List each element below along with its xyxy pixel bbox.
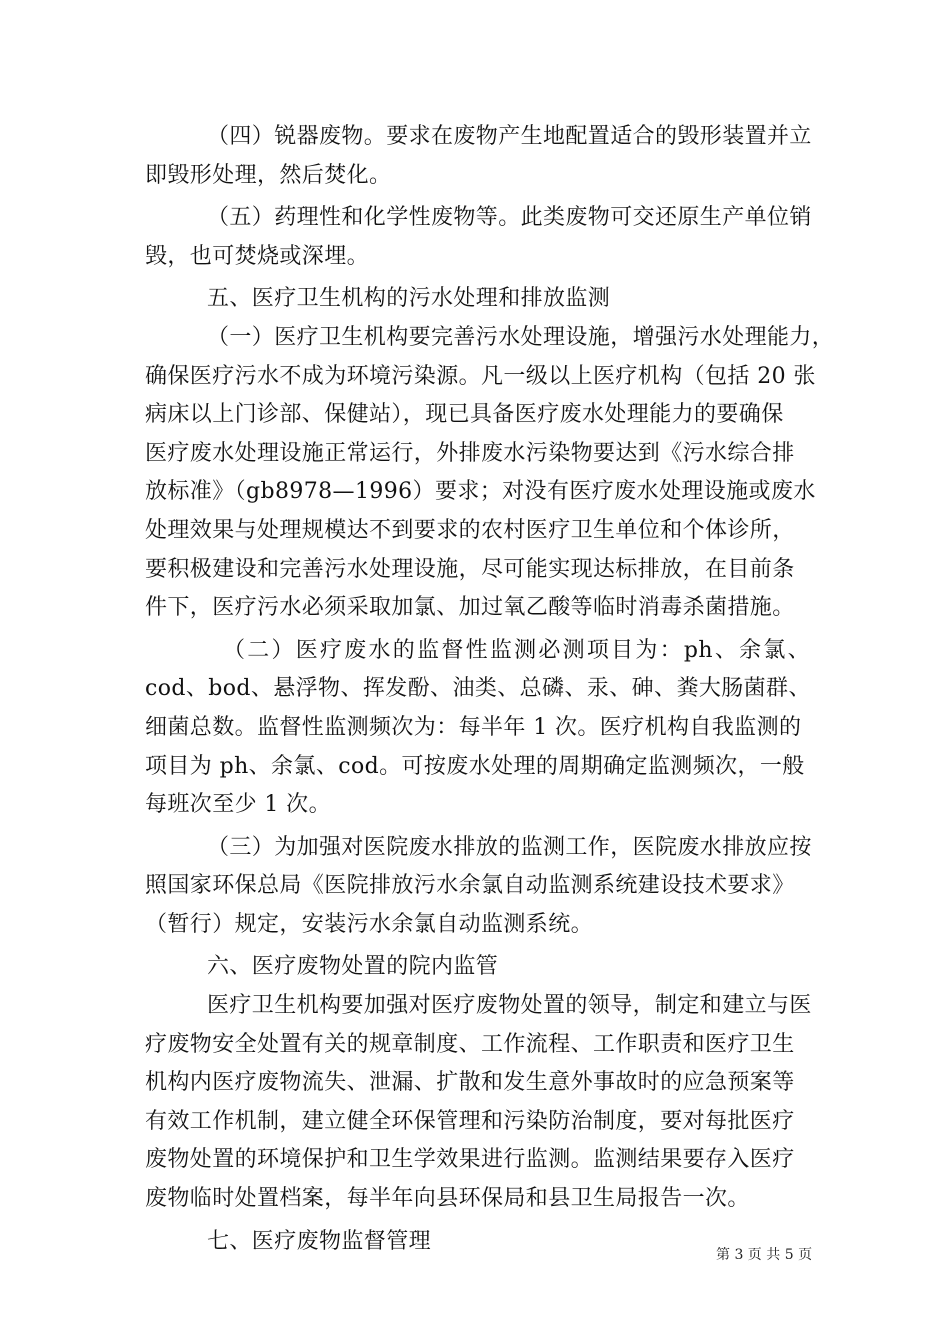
text-line: （一）医疗卫生机构要完善污水处理设施，增强污水处理能力，	[207, 324, 835, 350]
text-line: （二）医疗废水的监督性监测必测项目为：ph、余氯、	[223, 637, 810, 663]
section-heading: 五、医疗卫生机构的污水处理和排放监测	[207, 286, 611, 312]
page-number: 第 3 页 共 5 页	[716, 1247, 813, 1263]
text-line: cod、bod、悬浮物、挥发酚、油类、总磷、汞、砷、粪大肠菌群、	[145, 676, 811, 702]
text-line: 要积极建设和完善污水处理设施，尽可能实现达标排放，在目前条	[145, 556, 795, 582]
section-heading: 七、医疗废物监督管理	[207, 1228, 432, 1254]
text-line: 件下，医疗污水必须采取加氯、加过氧乙酸等临时消毒杀菌措施。	[145, 595, 795, 621]
text-line: （暂行）规定，安装污水余氯自动监测系统。	[145, 911, 594, 937]
text-line: 照国家环保总局《医院排放污水余氯自动监测系统建设技术要求》	[145, 873, 795, 899]
document-body	[145, 118, 835, 1261]
text-line: （五）药理性和化学性废物等。此类废物可交还原生产单位销	[207, 205, 812, 231]
text-line: （三）为加强对医院废水排放的监测工作，医院废水排放应按	[207, 834, 812, 860]
text-line: 即毁形处理，然后焚化。	[145, 162, 392, 188]
section-heading: 六、医疗废物处置的院内监管	[207, 954, 499, 980]
text-line: 废物临时处置档案，每半年向县环保局和县卫生局报告一次。	[145, 1186, 750, 1212]
text-line: 项目为 ph、余氯、cod。可按废水处理的周期确定监测频次，一般	[145, 753, 805, 779]
text-line: 放标准》（gb8978—1996）要求；对没有医疗废水处理设施或废水	[145, 479, 816, 505]
text-line: 毁，也可焚烧或深埋。	[145, 243, 370, 269]
text-line: 确保医疗污水不成为环境污染源。凡一级以上医疗机构（包括 20 张	[145, 363, 816, 389]
text-line: 每班次至少 1 次。	[145, 792, 331, 818]
text-line: 有效工作机制，建立健全环保管理和污染防治制度，要对每批医疗	[145, 1108, 795, 1134]
text-line: 废物处置的环境保护和卫生学效果进行监测。监测结果要存入医疗	[145, 1147, 795, 1173]
text-line: （四）锐器废物。要求在废物产生地配置适合的毁形装置并立	[207, 124, 812, 149]
text-line: 细菌总数。监督性监测频次为：每半年 1 次。医疗机构自我监测的	[145, 714, 802, 740]
text-line: 处理效果与处理规模达不到要求的农村医疗卫生单位和个体诊所，	[145, 517, 795, 543]
text-line: 疗废物安全处置有关的规章制度、工作流程、工作职责和医疗卫生	[145, 1031, 795, 1057]
text-line: 病床以上门诊部、保健站），现已具备医疗废水处理能力的要确保	[145, 402, 784, 428]
text-line: 医疗废水处理设施正常运行，外排废水污染物要达到《污水综合排	[145, 440, 795, 466]
text-line: 机构内医疗废物流失、泄漏、扩散和发生意外事故时的应急预案等	[145, 1070, 795, 1096]
text-line: 医疗卫生机构要加强对医疗废物处置的领导，制定和建立与医	[207, 993, 812, 1019]
